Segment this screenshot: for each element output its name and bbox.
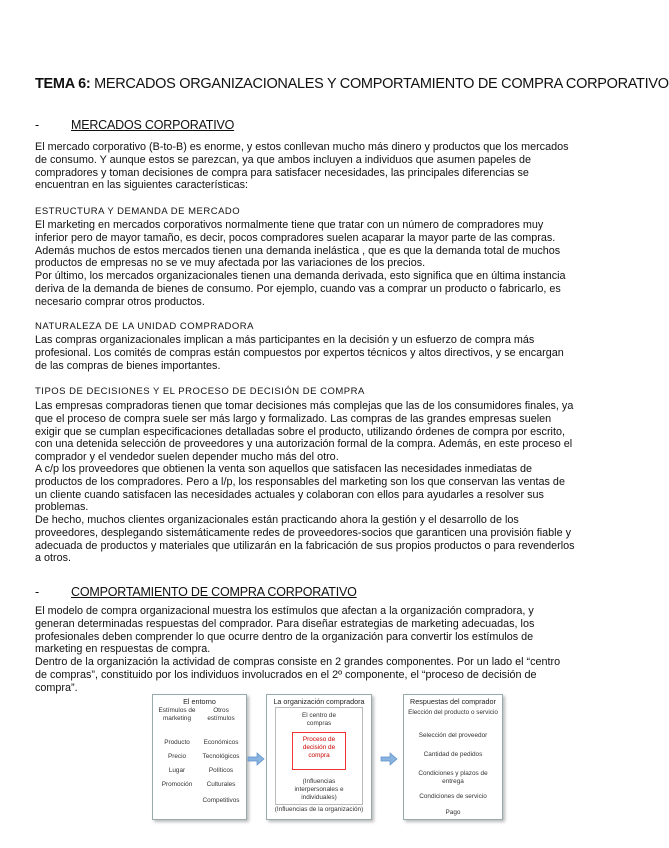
paragraph: El mercado corporativo (B-to-B) es enorme, y estos conllevan mucho más dinero y productos que los mercados de consumo. Y aunque estos se parezcan, ya que ambos incluyen a individuos que asumen papeles de compradores y toman decisiones de compra para satisfacer necesidades, las principales diferencias se encuentran en las siguientes características: xyxy=(35,141,569,192)
response-item: Condiciones de servicio xyxy=(419,793,487,800)
responses-title: Respuestas del comprador xyxy=(410,697,496,706)
title-text: MERCADOS ORGANIZACIONALES Y COMPORTAMIENTO DE COMPRA CORPORATIVO xyxy=(90,76,669,92)
response-item: Condiciones y plazos de entrega xyxy=(418,770,488,785)
title-number: TEMA 6: xyxy=(35,76,91,92)
arrow-right-icon xyxy=(380,752,398,766)
paragraph: El marketing en mercados corporativos normalmente tiene que tratar con un número de compradores muy inferior pero de mayor tamaño, es decir, pocos compradores suelen acaparar la mayor parte de las compras. Además muchos de estos mercados tienen una demanda inelástica , que es que la demanda total de muchos productos de empresas no se ve muy afectada por las variaciones de los precios. xyxy=(35,219,561,270)
stimulus-item: Producto xyxy=(164,739,190,746)
response-item: Selección del proveedor xyxy=(418,732,488,739)
paragraph: A c/p los proveedores que obtienen la venta son aquellos que satisfacen las necesidades inmediatas de productos de los compradores. Pero a l/p, los responsables del marketing son los que conservan las ventas de un cliente cuando satisfacen las necesidades actuales y colaboran con ellos para ayudarles a resolver sus problemas. xyxy=(35,463,565,514)
other-stimuli-head: Otros estímulos xyxy=(207,707,235,722)
subheading-naturaleza: NATURALEZA DE LA UNIDAD COMPRADORA xyxy=(35,321,255,332)
buying-center-label: El centro de compras xyxy=(301,712,337,727)
environment-box xyxy=(152,694,247,820)
section-dash: - xyxy=(35,585,40,599)
environment-title: El entorno xyxy=(183,697,216,706)
subheading-estructura: ESTRUCTURA Y DEMANDA DE MERCADO xyxy=(35,206,241,217)
marketing-stimuli-head: Estímulos de marketing xyxy=(158,707,196,722)
stimulus-item: Políticos xyxy=(208,767,234,774)
stimulus-item: Promoción xyxy=(161,781,193,788)
responses-box xyxy=(403,694,503,820)
section-dash: - xyxy=(35,118,40,132)
interpersonal-influences: (Influencias interpersonales e individuales) xyxy=(294,778,344,801)
response-item: Elección del producto o servicio xyxy=(408,709,498,716)
response-item: Cantidad de pedidos xyxy=(423,751,483,758)
page-title xyxy=(35,76,669,92)
stimulus-item: Culturales xyxy=(206,781,236,788)
response-item: Pago xyxy=(445,809,461,816)
paragraph: Las empresas compradoras tienen que tomar decisiones más complejas que las de los consumidores finales, ya que el proceso de compra suele ser más largo y formalizado. Las compras de las grandes empresas suelen exigir que se cumplan especificaciones detalladas sobre el producto, utilizando órdenes de compra por escrito, con una detenida selección de proveedores y una autorización formal de la compra. Además, en este proceso el comprador y el vendedor suelen depender mucho más del otro. xyxy=(35,400,574,464)
organizational-influences: (Influencias de la organización) xyxy=(274,806,364,813)
section-heading-mercados xyxy=(35,118,234,132)
stimulus-item: Económicos xyxy=(203,739,239,746)
buying-center-box xyxy=(275,707,363,805)
arrow-right-icon xyxy=(247,752,265,766)
stimulus-item: Precio xyxy=(167,753,187,760)
section-heading-comportamiento xyxy=(35,585,357,599)
paragraph: Las compras organizacionales implican a más participantes en la decisión y un esfuerzo de compra más profesional. Los comités de compras están compuestos por expertos técnicos y altos directivos, y se encargan de las compras de bienes importantes. xyxy=(35,334,564,372)
stimulus-item: Lugar xyxy=(168,767,186,774)
decision-process-label: Proceso de decisión de compra xyxy=(302,736,336,759)
section-heading-text: COMPORTAMIENTO DE COMPRA CORPORATIVO xyxy=(71,585,357,599)
paragraph: Por último, los mercados organizacionales tienen una demanda derivada, esto significa que en última instancia deriva de la demanda de bienes de consumo. Por ejemplo, cuando vas a comprar un producto o fabricarlo, es necesario comprar otros productos. xyxy=(35,270,566,308)
stimulus-item: Tecnológicos xyxy=(202,753,240,760)
organization-box xyxy=(266,694,372,820)
decision-process-box xyxy=(292,732,346,770)
stimulus-item: Competitivos xyxy=(202,797,240,804)
organization-title: La organización compradora xyxy=(273,697,365,706)
paragraph: El modelo de compra organizacional muestra los estímulos que afectan a la organización compradora, y generan determinadas respuestas del comprador. Para diseñar estrategias de marketing adecuadas, los profesionales deben comprender lo que ocurre dentro de la organización para convertir los estímulos de marketing en respuestas de compra. xyxy=(35,605,535,656)
paragraph: Dentro de la organización la actividad de compras consiste en 2 grandes componentes. Por un lado el “centro de compras”, constituido por los individuos involucrados en el 2º componente, el “proceso de decisión de compra”. xyxy=(35,656,561,694)
subheading-tipos: TIPOS DE DECISIONES Y EL PROCESO DE DECISIÓN DE COMPRA xyxy=(35,386,365,397)
section-heading-text: MERCADOS CORPORATIVO xyxy=(71,118,235,132)
paragraph: De hecho, muchos clientes organizacionales están practicando ahora la gestión y el desarrollo de los proveedores, desplegando sistemáticamente redes de proveedores-socios que garanticen una provisión fiable y adecuada de productos y materiales que utilizarán en la fabricación de sus propios productos o para revenderlos a otros. xyxy=(35,514,575,565)
